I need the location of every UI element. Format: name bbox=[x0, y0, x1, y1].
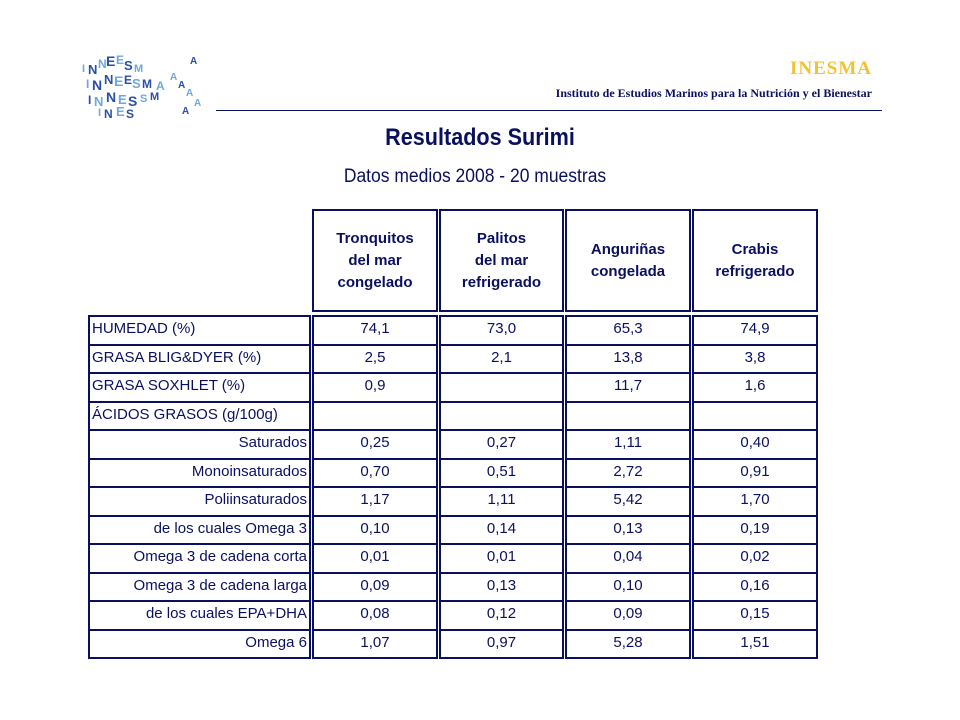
column-header bbox=[439, 209, 564, 312]
column-header bbox=[565, 209, 691, 312]
row-label: Monoinsaturados bbox=[88, 458, 311, 489]
table-cell: 0,10 bbox=[312, 515, 438, 546]
svg-text:A: A bbox=[170, 72, 178, 83]
inesma-logo bbox=[78, 50, 208, 120]
svg-text:E: E bbox=[114, 73, 124, 89]
svg-text:A: A bbox=[182, 106, 190, 117]
table-cell: 1,17 bbox=[312, 486, 438, 517]
column-header-line: Palitos bbox=[476, 229, 527, 247]
svg-text:A: A bbox=[190, 56, 198, 67]
table-cell: 0,19 bbox=[692, 515, 818, 546]
svg-text:N: N bbox=[92, 77, 103, 93]
table-cell: 2,5 bbox=[312, 344, 438, 375]
row-label: GRASA BLIG&DYER (%) bbox=[88, 344, 311, 375]
svg-text:N: N bbox=[88, 62, 98, 77]
org-short-name: INESMA bbox=[789, 58, 872, 79]
table-cell: 11,7 bbox=[565, 372, 691, 403]
row-label: ÁCIDOS GRASOS (g/100g) bbox=[88, 401, 311, 432]
column-header-line: Tronquitos bbox=[336, 229, 414, 247]
row-label: de los cuales EPA+DHA bbox=[88, 600, 311, 631]
table-cell: 0,51 bbox=[439, 458, 564, 489]
svg-text:N: N bbox=[106, 89, 117, 105]
svg-text:S: S bbox=[128, 93, 138, 109]
column-header-line: Crabis bbox=[731, 240, 779, 258]
table-cell: 2,72 bbox=[565, 458, 691, 489]
table-cell: 0,9 bbox=[312, 372, 438, 403]
row-label: Saturados bbox=[88, 429, 311, 460]
svg-text:I: I bbox=[88, 93, 92, 107]
org-block bbox=[556, 58, 872, 101]
table-cell: 0,91 bbox=[692, 458, 818, 489]
table-cell: 0,13 bbox=[565, 515, 691, 546]
row-label: Omega 3 de cadena corta bbox=[88, 543, 311, 574]
svg-text:I: I bbox=[86, 77, 90, 91]
row-label: Omega 3 de cadena larga bbox=[88, 572, 311, 603]
table-cell bbox=[692, 401, 818, 432]
table-cell: 0,08 bbox=[312, 600, 438, 631]
svg-text:S: S bbox=[124, 58, 133, 73]
table-cell: 0,01 bbox=[439, 543, 564, 574]
table-cell bbox=[312, 401, 438, 432]
table-cell: 3,8 bbox=[692, 344, 818, 375]
svg-text:A: A bbox=[194, 98, 202, 109]
row-label: Omega 6 bbox=[88, 629, 311, 660]
table-cell: 74,1 bbox=[312, 315, 438, 346]
table-cell: 1,51 bbox=[692, 629, 818, 660]
svg-text:S: S bbox=[132, 76, 141, 91]
svg-text:E: E bbox=[116, 104, 125, 119]
svg-text:I: I bbox=[82, 63, 86, 75]
row-label: GRASA SOXHLET (%) bbox=[88, 372, 311, 403]
header-divider bbox=[216, 110, 882, 111]
column-header bbox=[692, 209, 818, 312]
column-header-line: del mar bbox=[348, 251, 402, 269]
table-cell: 5,42 bbox=[565, 486, 691, 517]
row-label: Poliinsaturados bbox=[88, 486, 311, 517]
svg-text:M: M bbox=[134, 63, 144, 75]
table-cell: 1,11 bbox=[439, 486, 564, 517]
row-label: HUMEDAD (%) bbox=[88, 315, 311, 346]
row-label: de los cuales Omega 3 bbox=[88, 515, 311, 546]
svg-text:S: S bbox=[140, 93, 148, 105]
table-cell: 0,40 bbox=[692, 429, 818, 460]
column-header-line: congelada bbox=[590, 262, 666, 280]
table-cell bbox=[565, 401, 691, 432]
table-cell: 0,13 bbox=[439, 572, 564, 603]
table-cell: 5,28 bbox=[565, 629, 691, 660]
table-cell: 0,97 bbox=[439, 629, 564, 660]
table-cell: 73,0 bbox=[439, 315, 564, 346]
table-cell: 0,09 bbox=[312, 572, 438, 603]
column-header-line: refrigerado bbox=[715, 262, 795, 280]
page-title: Resultados Surimi bbox=[385, 124, 575, 151]
table-cell: 0,10 bbox=[565, 572, 691, 603]
column-header-line: del mar bbox=[474, 251, 529, 269]
svg-text:M: M bbox=[150, 91, 160, 103]
page-subtitle: Datos medios 2008 - 20 muestras bbox=[343, 166, 607, 187]
table-cell: 1,6 bbox=[692, 372, 818, 403]
table-cell: 65,3 bbox=[565, 315, 691, 346]
svg-text:N: N bbox=[104, 107, 113, 120]
table-cell: 13,8 bbox=[565, 344, 691, 375]
column-header-line: Anguriñas bbox=[590, 240, 666, 258]
svg-text:S: S bbox=[126, 107, 135, 120]
table-cell: 0,04 bbox=[565, 543, 691, 574]
table-cell bbox=[439, 401, 564, 432]
table-cell: 0,15 bbox=[692, 600, 818, 631]
table-cell: 1,11 bbox=[565, 429, 691, 460]
table-cell: 1,70 bbox=[692, 486, 818, 517]
table-cell: 74,9 bbox=[692, 315, 818, 346]
svg-text:N: N bbox=[104, 72, 114, 87]
table-cell: 0,27 bbox=[439, 429, 564, 460]
table-cell: 0,70 bbox=[312, 458, 438, 489]
table-cell: 0,25 bbox=[312, 429, 438, 460]
table-cell: 1,07 bbox=[312, 629, 438, 660]
table-cell: 0,12 bbox=[439, 600, 564, 631]
svg-text:N: N bbox=[94, 94, 104, 109]
svg-text:E: E bbox=[116, 53, 125, 67]
svg-text:A: A bbox=[156, 79, 165, 93]
table-cell: 0,16 bbox=[692, 572, 818, 603]
svg-text:A: A bbox=[178, 80, 186, 91]
svg-text:E: E bbox=[106, 53, 116, 69]
column-header-line: congelado bbox=[337, 273, 413, 291]
svg-text:N: N bbox=[98, 57, 107, 71]
svg-text:I: I bbox=[98, 107, 102, 119]
table-cell: 0,02 bbox=[692, 543, 818, 574]
column-header-line: refrigerado bbox=[461, 273, 542, 291]
column-header bbox=[312, 209, 438, 312]
svg-text:A: A bbox=[186, 88, 194, 99]
org-full-name: Instituto de Estudios Marinos para la Nutrición y el Bienestar bbox=[555, 86, 872, 100]
svg-text:M: M bbox=[142, 77, 152, 91]
table-cell bbox=[439, 372, 564, 403]
table-cell: 0,09 bbox=[565, 600, 691, 631]
table-cell: 2,1 bbox=[439, 344, 564, 375]
svg-text:E: E bbox=[124, 73, 133, 87]
table-cell: 0,01 bbox=[312, 543, 438, 574]
table-cell: 0,14 bbox=[439, 515, 564, 546]
svg-text:E: E bbox=[118, 92, 127, 107]
